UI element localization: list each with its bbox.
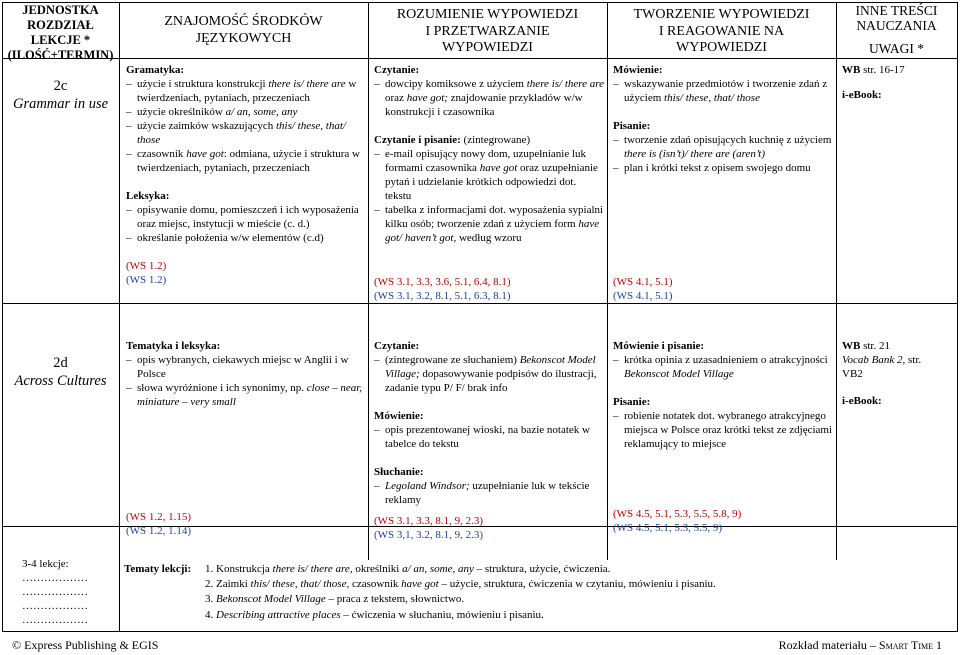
lessons-count-label: 3-4 lekcje: xyxy=(22,558,69,570)
footer-copyright: © Express Publishing & EGIS xyxy=(12,638,159,652)
ebook-label: i-eBook: xyxy=(842,89,882,101)
list-item: – tabelka z informacjami dot. wyposażenia sypialni kilku osób; tworzenie zdań z użyciem form have got/ haven’t got, według wzoru xyxy=(374,203,605,245)
table-col-rule xyxy=(368,2,369,560)
list-item: – krótka opinia z uzasadnieniem o atrakcyjności Bekonscot Model Village xyxy=(613,353,834,381)
header-line: WYPOWIEDZI xyxy=(676,40,767,55)
other-cell-2c: WB str. 16-17 i-eBook: xyxy=(842,63,955,102)
section-label: Mówienie: xyxy=(613,64,663,76)
list-item: – (zintegrowane ze słuchaniem) Bekonscot Model Village; dopasowywanie podpisów do ilustracji, zadanie typu P/ F/ brak info xyxy=(374,353,605,395)
header-line: ROZUMIENIE WYPOWIEDZI xyxy=(396,7,579,22)
section-label: Pisanie: xyxy=(613,396,651,408)
header-language xyxy=(119,13,368,47)
table-border-right xyxy=(957,2,958,631)
ws-reference-red: (WS 4.5, 5.1, 5.3, 5.5, 5.8, 9) xyxy=(613,508,742,520)
list-item: – robienie notatek dot. wybranego atrakcyjnego miejsca w Polsce oraz krótki tekst ze zdjęciami reklamujący to miejsce xyxy=(613,409,834,451)
section-label: Pisanie: xyxy=(613,120,651,132)
header-line: WYPOWIEDZI xyxy=(442,40,533,55)
ws-reference-blue: (WS 3.1, 3.2, 8.1, 5.1, 6.3, 8.1) xyxy=(374,290,511,302)
header-other xyxy=(836,3,957,56)
table-row-rule xyxy=(2,303,958,304)
lesson-2c xyxy=(2,77,119,113)
comprehension-cell-2d xyxy=(374,339,605,542)
header-line: LEKCJE * xyxy=(30,33,91,47)
section-label: Czytanie: xyxy=(374,64,420,76)
list-item: – plan i krótki tekst z opisem swojego domu xyxy=(613,161,834,175)
lesson-code: 2c xyxy=(53,78,68,94)
footer-title: Rozkład materiału – Smart Time 1 xyxy=(778,638,942,652)
ebook-label: i-eBook: xyxy=(842,395,882,407)
list-item: – Legoland Windsor; uzupełnianie luk w tekście reklamy xyxy=(374,479,605,507)
ws-reference-red: (WS 1.2) xyxy=(126,260,167,272)
list-item: – użycie zaimków wskazujących this/ these, that/ those xyxy=(126,119,366,147)
blank-line: ……………… xyxy=(22,586,88,598)
topics-label: Tematy lekcji: xyxy=(124,563,192,575)
blank-line: ……………… xyxy=(22,614,88,626)
list-item: – użycie i struktura konstrukcji there is/ there are w twierdzeniach, pytaniach, przeczeniach xyxy=(126,77,366,105)
header-line: NAUCZANIA xyxy=(856,18,937,33)
section-label: Mówienie i pisanie: xyxy=(613,340,705,352)
list-item: – opis wybranych, ciekawych miejsc w Anglii i w Polsce xyxy=(126,353,366,381)
header-line: JEDNOSTKA xyxy=(22,3,99,17)
ws-reference-red: (WS 1.2, 1.15) xyxy=(126,511,192,523)
ws-reference-red: (WS 4.1, 5.1) xyxy=(613,276,673,288)
lesson-topics xyxy=(124,562,954,623)
section-label: Czytanie i pisanie: xyxy=(374,134,461,146)
topic-item: 4. Describing attractive places – ćwiczenia w słuchaniu, mówieniu i pisaniu. xyxy=(205,608,544,621)
topic-item: 1. Konstrukcja there is/ there are, określniki a/ an, some, any – struktura, użycie, ćwiczenia. xyxy=(205,563,611,575)
ws-reference-blue: (WS 3,1, 3.2, 8.1, 9, 2.3) xyxy=(374,529,484,541)
section-label: Tematyka i leksyka: xyxy=(126,340,221,352)
list-item: – użycie określników a/ an, some, any xyxy=(126,105,366,119)
list-item: – słowa wyróżnione i ich synonimy, np. close – near, miniature – very small xyxy=(126,381,366,409)
ws-reference-red: (WS 3.1, 3.3, 8.1, 9, 2.3) xyxy=(374,515,484,527)
section-note: (zintegrowane) xyxy=(463,134,531,146)
ws-reference-blue: (WS 4.5, 5.1, 5.3, 5.5, 9) xyxy=(613,522,723,534)
topic-item: 2. Zaimki this/ these, that/ those, czasownik have got – użycie, struktura, ćwiczenia w czytaniu, mówieniu i pisaniu. xyxy=(205,578,716,591)
header-line: INNE TREŚCI xyxy=(855,3,938,18)
vocab-bank-ref: VB2 xyxy=(842,368,863,380)
table-border-top xyxy=(2,2,958,3)
header-line: JĘZYKOWYCH xyxy=(195,31,292,46)
header-notes: UWAGI * xyxy=(868,41,925,56)
lesson-code: 2d xyxy=(53,355,68,371)
ws-reference-blue: (WS 1.2, 1.14) xyxy=(126,525,192,537)
table-col-rule xyxy=(836,2,837,560)
header-line: ZNAJOMOŚĆ ŚRODKÓW xyxy=(164,14,323,29)
language-cell-2d xyxy=(126,339,366,538)
lesson-title: Grammar in use xyxy=(12,96,109,112)
header-comprehension xyxy=(368,7,607,57)
section-label: Mówienie: xyxy=(374,410,424,422)
list-item: – wskazywanie przedmiotów i tworzenie zdań z użyciem this/ these, that/ those xyxy=(613,77,834,105)
header-line: TWORZENIE WYPOWIEDZI xyxy=(633,7,810,22)
section-label: Leksyka: xyxy=(126,190,170,202)
list-item: – dowcipy komiksowe z użyciem there is/ there are oraz have got; znajdowanie przykładów w/w konstrukcji i czasownika xyxy=(374,77,605,119)
list-item: – czasownik have got: odmiana, użycie i struktura w twierdzeniach, pytaniach, przeczeniach xyxy=(126,147,366,175)
header-line: I REAGOWANIE NA xyxy=(658,23,785,39)
header-unit xyxy=(2,3,119,63)
section-label: Gramatyka: xyxy=(126,64,185,76)
blank-line: ……………… xyxy=(22,572,88,584)
ws-reference-blue: (WS 4.1, 5.1) xyxy=(613,290,673,302)
list-item: – e-mail opisujący nowy dom, uzupełnianie luk formami czasownika have got oraz uzupełnianie pytań i udzielanie krótkich odpowiedzi dot. tekstu xyxy=(374,147,605,203)
list-item: – opis prezentowanej wioski, na bazie notatek w tabelce do tekstu xyxy=(374,423,605,451)
lessons-3-4 xyxy=(22,557,118,627)
header-production xyxy=(607,7,836,57)
topic-item: 3. Bekonscot Model Village – praca z tekstem, słownictwo. xyxy=(205,593,465,606)
list-item: – określanie położenia w/w elementów (c.d) xyxy=(126,231,366,245)
table-col-rule xyxy=(607,2,608,560)
list-item: – opisywanie domu, pomieszczeń i ich wyposażenia oraz miejsc, instytucji w mieście (c. d.) xyxy=(126,203,366,231)
ws-reference-blue: (WS 1.2) xyxy=(126,274,167,286)
header-line: (ILOŚĆ+TERMIN) xyxy=(7,48,114,62)
production-cell-2d xyxy=(613,339,834,535)
header-line: I PRZETWARZANIE xyxy=(425,23,550,39)
ws-reference-red: (WS 3.1, 3.3, 3.6, 5.1, 6.4, 8.1) xyxy=(374,276,511,288)
blank-line: ……………… xyxy=(22,600,88,612)
other-cell-2d: WB str. 21 Vocab Bank 2, str. VB2 i-eBook: xyxy=(842,339,955,408)
lesson-title: Across Cultures xyxy=(14,373,107,389)
table-col-rule xyxy=(119,2,120,631)
comprehension-cell-2c xyxy=(374,63,605,303)
list-item: – tworzenie zdań opisujących kuchnię z użyciem there is (isn’t)/ there are (aren’t) xyxy=(613,133,834,161)
header-line: ROZDZIAŁ xyxy=(27,18,94,32)
section-label: Czytanie: xyxy=(374,340,420,352)
production-cell-2c xyxy=(613,63,834,303)
table-border-bottom xyxy=(2,631,958,632)
language-cell-2c xyxy=(126,63,366,287)
table-header-rule xyxy=(2,58,958,59)
lesson-2d xyxy=(2,354,119,390)
section-label: Słuchanie: xyxy=(374,466,424,478)
